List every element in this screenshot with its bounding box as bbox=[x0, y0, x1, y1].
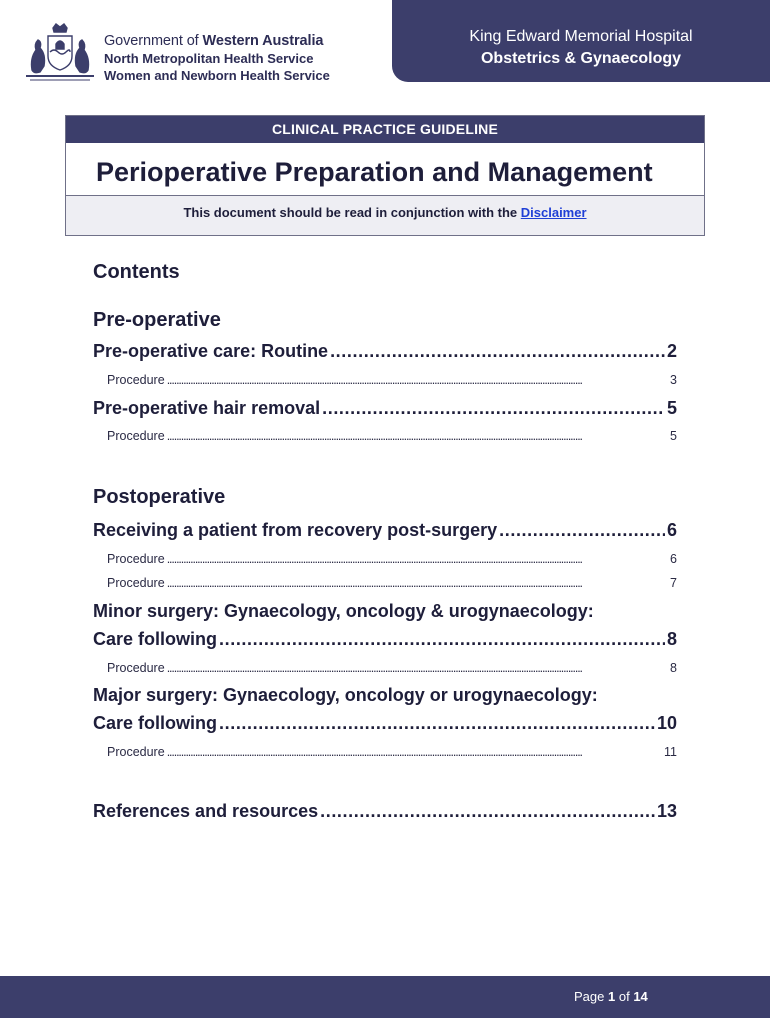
toc-entry-minor-surgery-title[interactable]: Minor surgery: Gynaecology, oncology & urogynaecology: bbox=[93, 601, 594, 621]
toc-page-number: 5 bbox=[670, 429, 677, 443]
toc-entry-preop-routine[interactable] bbox=[93, 341, 677, 362]
toc-page-number: 8 bbox=[666, 629, 677, 649]
toc-entry-procedure[interactable] bbox=[93, 373, 677, 387]
gov-state: Western Australia bbox=[202, 33, 324, 49]
dot-leader bbox=[167, 373, 668, 387]
toc-entry-procedure[interactable] bbox=[93, 552, 677, 566]
toc-entry-label: Procedure bbox=[107, 576, 165, 590]
department-name: Obstetrics & Gynaecology bbox=[480, 50, 682, 67]
toc-entry-procedure[interactable] bbox=[93, 429, 677, 443]
toc-entry-receiving-patient[interactable] bbox=[93, 520, 677, 541]
page-word: Page bbox=[574, 989, 605, 1004]
toc-page-number: 7 bbox=[670, 576, 677, 590]
gov-prefix: Government of bbox=[104, 33, 199, 49]
toc-entry-label: Receiving a patient from recovery post-surgery bbox=[93, 520, 498, 540]
document-title: Perioperative Preparation and Management bbox=[66, 143, 704, 195]
logo-text bbox=[104, 33, 330, 84]
toc-page-number: 11 bbox=[664, 745, 677, 759]
toc-page-number: 6 bbox=[666, 520, 677, 540]
dot-leader bbox=[320, 801, 655, 822]
dot-leader bbox=[167, 429, 668, 443]
toc-entry-major-surgery-title[interactable]: Major surgery: Gynaecology, oncology or urogynaecology: bbox=[93, 685, 598, 705]
toc-entry-procedure[interactable] bbox=[93, 745, 677, 759]
page-footer bbox=[0, 976, 770, 1018]
toc-entry-label: Pre-operative hair removal bbox=[93, 398, 321, 418]
toc-page-number: 8 bbox=[670, 661, 677, 675]
disclaimer-text: This document should be read in conjunction with the bbox=[183, 205, 518, 220]
toc-entry-label: Procedure bbox=[107, 373, 165, 387]
toc-page-number: 10 bbox=[656, 713, 677, 733]
dot-leader bbox=[219, 713, 655, 734]
disclaimer-link[interactable]: Disclaimer bbox=[520, 205, 587, 220]
toc-entry-label: Care following bbox=[93, 713, 218, 733]
dot-leader bbox=[322, 398, 665, 419]
toc-page-number: 5 bbox=[666, 398, 677, 418]
government-logo bbox=[20, 22, 350, 84]
toc-entry-label: Procedure bbox=[107, 552, 165, 566]
toc-entry-references[interactable] bbox=[93, 801, 677, 822]
pre-operative-heading: Pre-operative bbox=[93, 309, 221, 331]
page-indicator bbox=[574, 989, 648, 1004]
dot-leader bbox=[219, 629, 665, 650]
disclaimer-notice bbox=[66, 195, 704, 235]
current-page: 1 bbox=[608, 989, 616, 1004]
hospital-banner bbox=[392, 0, 770, 82]
document-category: CLINICAL PRACTICE GUIDELINE bbox=[66, 116, 704, 143]
hospital-name: King Edward Memorial Hospital bbox=[469, 28, 693, 45]
dot-leader bbox=[330, 341, 665, 362]
contents-heading: Contents bbox=[93, 261, 180, 283]
total-pages: 14 bbox=[633, 989, 648, 1004]
toc-entry-label: References and resources bbox=[93, 801, 319, 821]
toc-page-number: 2 bbox=[666, 341, 677, 361]
dot-leader bbox=[499, 520, 665, 541]
toc-entry-procedure[interactable] bbox=[93, 661, 677, 675]
toc-entry-label: Pre-operative care: Routine bbox=[93, 341, 329, 361]
dot-leader bbox=[167, 576, 668, 590]
dot-leader bbox=[167, 552, 668, 566]
women-service-name: Women and Newborn Health Service bbox=[104, 68, 330, 83]
wa-coat-of-arms-logo bbox=[20, 22, 100, 84]
of-word: of bbox=[618, 989, 630, 1004]
guideline-title-box bbox=[65, 115, 705, 236]
dot-leader bbox=[167, 661, 668, 675]
dot-leader bbox=[167, 745, 662, 759]
toc-entry-minor-surgery[interactable] bbox=[93, 629, 677, 650]
toc-entry-hair-removal[interactable] bbox=[93, 398, 677, 419]
toc-entry-label: Care following bbox=[93, 629, 218, 649]
government-name bbox=[104, 33, 330, 49]
toc-entry-label: Procedure bbox=[107, 429, 165, 443]
toc-entry-label: Procedure bbox=[107, 745, 165, 759]
health-service-name: North Metropolitan Health Service bbox=[104, 51, 314, 66]
toc-entry-procedure[interactable] bbox=[93, 576, 677, 590]
toc-entry-label: Procedure bbox=[107, 661, 165, 675]
toc-entry-major-surgery[interactable] bbox=[93, 713, 677, 734]
toc-page-number: 13 bbox=[656, 801, 677, 821]
toc-page-number: 6 bbox=[670, 552, 677, 566]
toc-page-number: 3 bbox=[670, 373, 677, 387]
postoperative-heading: Postoperative bbox=[93, 486, 226, 508]
